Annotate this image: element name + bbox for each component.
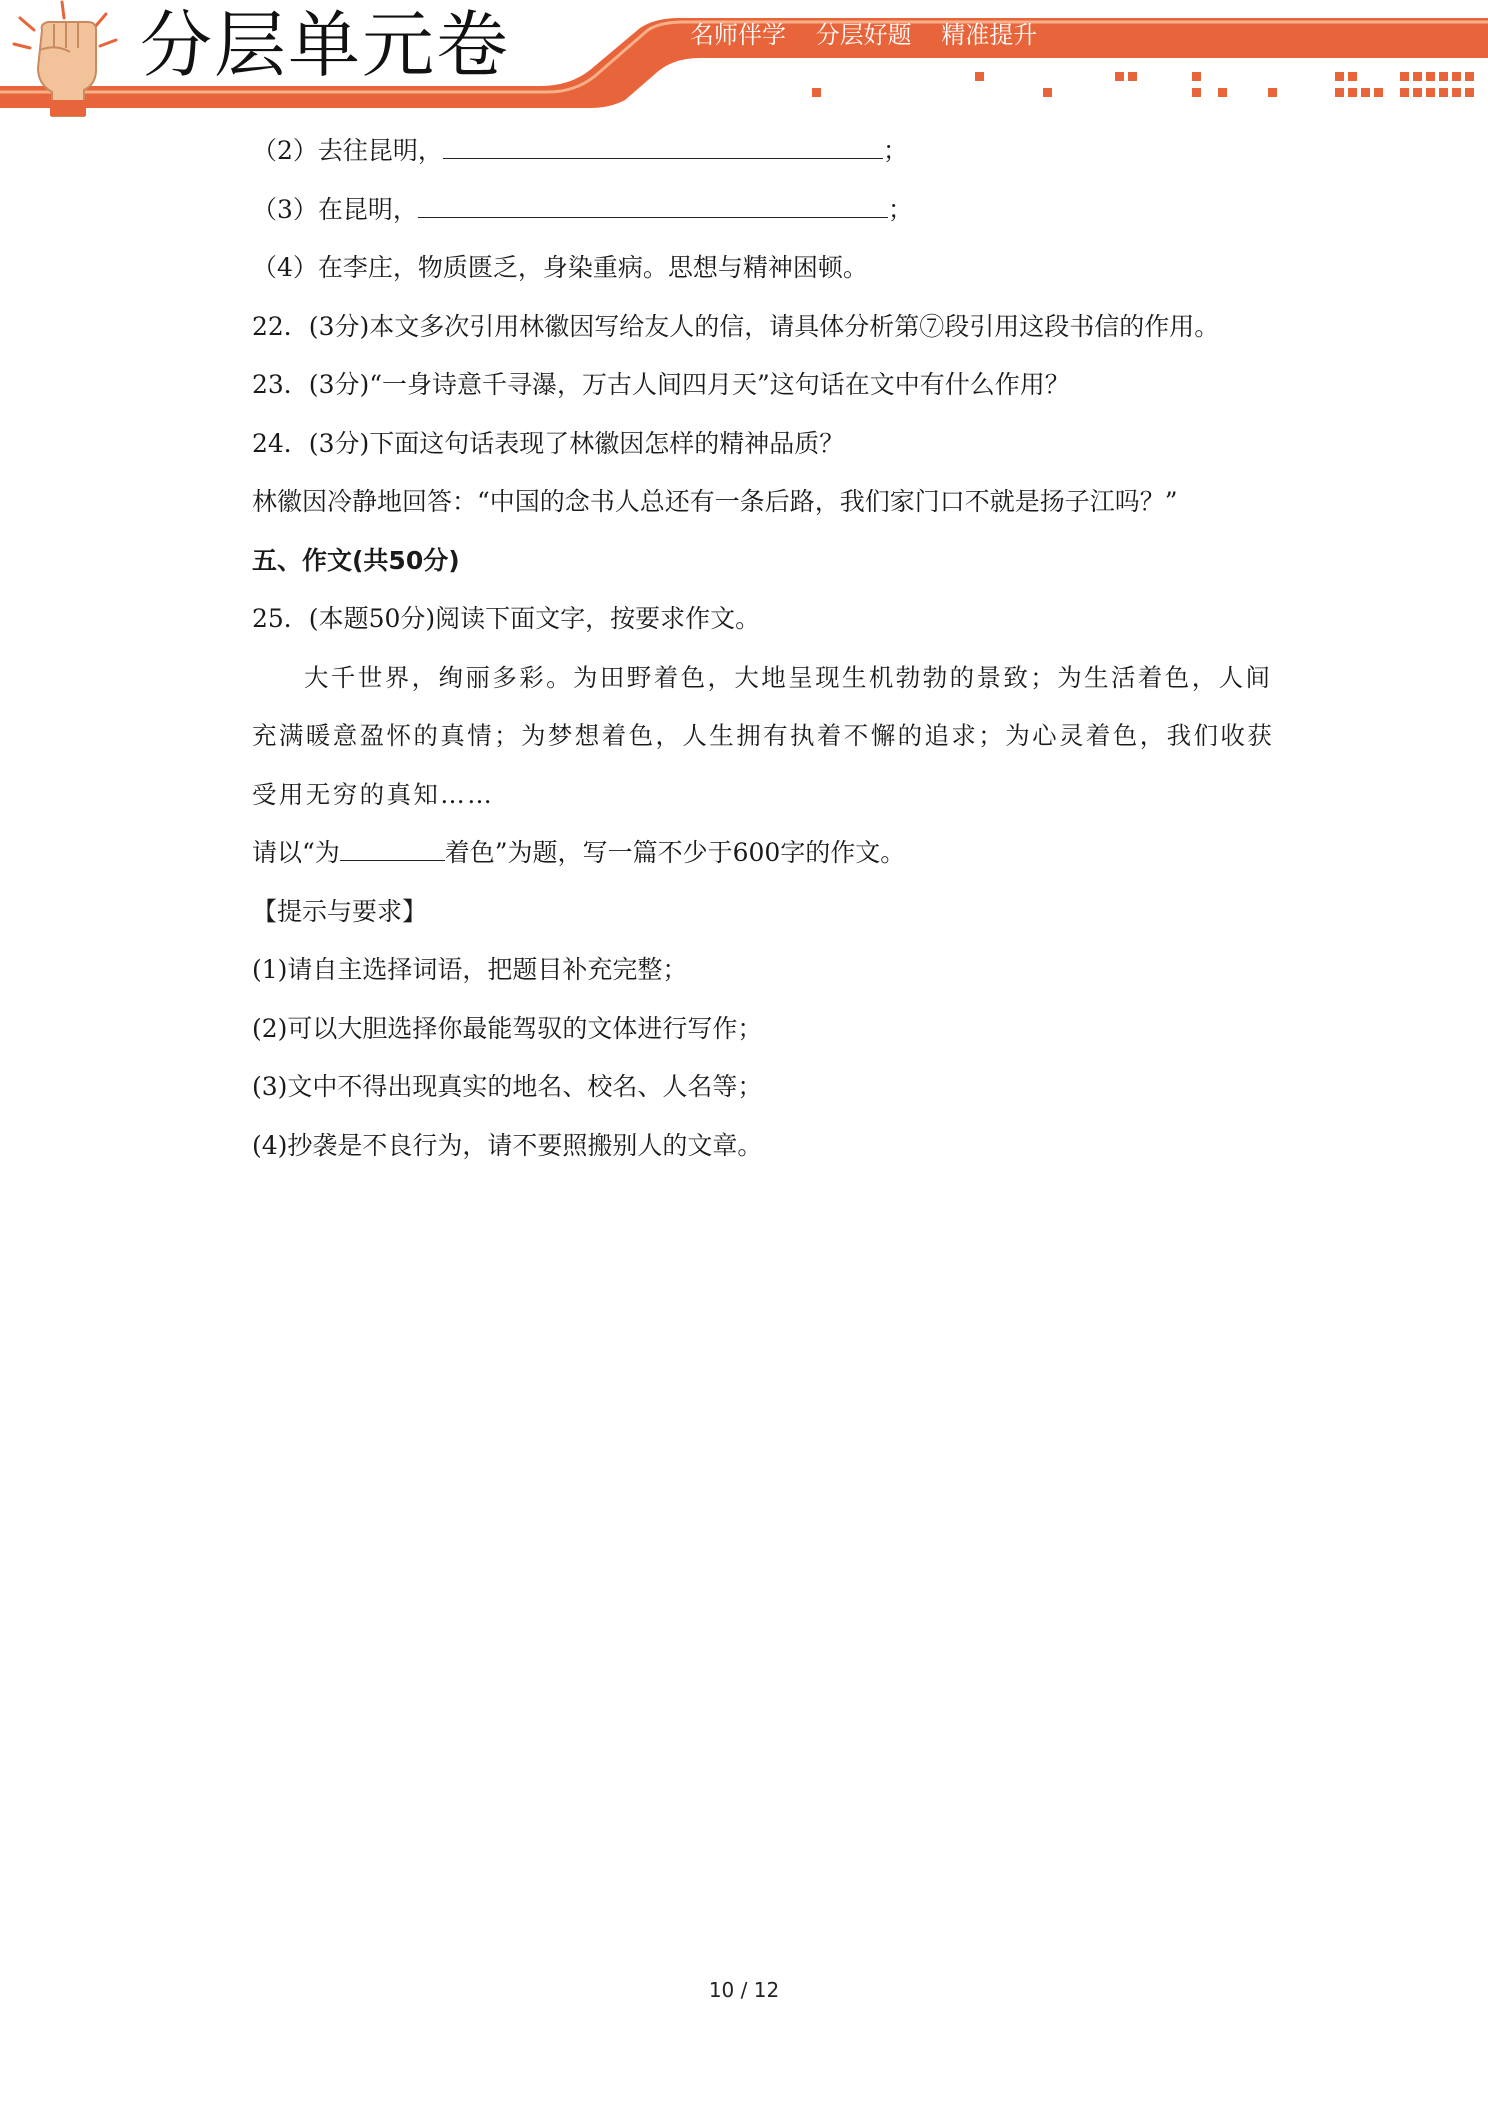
question-24: 24．(3分)下面这句话表现了林徽因怎样的精神品质？ [252, 428, 845, 458]
slogan-1: 名师伴学 [690, 21, 786, 49]
essay-prompt-after: 着色”为题，写一篇不少于600字的作文。 [444, 838, 906, 867]
q21-item2-label: （2）去往昆明， [252, 136, 443, 165]
answer-blank[interactable] [418, 195, 888, 218]
q21-item2-end: ； [882, 136, 908, 165]
slogan-3: 精准提升 [941, 21, 1038, 49]
decorative-squares [812, 72, 1474, 97]
q21-item4: （4）在李庄，物质匮乏，身染重病。思想与精神困顿。 [252, 253, 868, 282]
passage-line-3: 受用无穷的真知…… [252, 779, 495, 809]
answer-blank[interactable] [443, 136, 883, 159]
question-22: 22．(3分)本文多次引用林徽因写给友人的信，请具体分析第⑦段引用这段书信的作用。 [252, 311, 1220, 341]
raised-fist-icon [6, 0, 126, 118]
tips-heading: 【提示与要求】 [252, 896, 428, 926]
tip-item: (1)请自主选择词语，把题目补充完整； [252, 955, 688, 984]
section-heading: 五、作文(共50分) [252, 545, 460, 575]
q21-item3-label: （3）在昆明， [252, 194, 418, 224]
page-header [0, 0, 1488, 120]
question-24-quote: 林徽因冷静地回答：“中国的念书人总还有一条后路，我们家门口不就是扬子江吗？” [252, 487, 1178, 516]
page-number: 10 / 12 [708, 1978, 780, 2002]
tip-item: (4)抄袭是不良行为，请不要照搬别人的文章。 [252, 1130, 763, 1160]
essay-prompt [252, 824, 1262, 883]
q21-item2 [252, 122, 1262, 181]
header-slogan [690, 18, 1059, 52]
tip-item: (3)文中不得出现真实的地名、校名、人名等； [252, 1072, 763, 1101]
tip-item: (2)可以大胆选择你最能驾驭的文体进行写作； [252, 1013, 763, 1043]
passage-line-2: 充满暖意盈怀的真情；为梦想着色，人生拥有执着不懈的追求；为心灵着色，我们收获 [252, 721, 1275, 750]
title-blank[interactable] [340, 838, 445, 861]
passage-line-1: 大千世界，绚丽多彩。为田野着色，大地呈现生机勃勃的景致；为生活着色，人间 [304, 662, 1273, 692]
question-23: 23．(3分)“一身诗意千寻瀑，万古人间四月天”这句话在文中有什么作用？ [252, 370, 1070, 399]
question-25: 25．(本题50分)阅读下面文字，按要求作文。 [252, 604, 761, 633]
essay-prompt-before: 请以“为 [252, 838, 340, 867]
q21-item3 [252, 181, 1262, 240]
q21-item3-end: ； [887, 194, 913, 224]
page-content [252, 122, 1275, 1175]
slogan-2: 分层好题 [815, 21, 912, 49]
brand-title: 分层单元卷 [140, 3, 511, 87]
